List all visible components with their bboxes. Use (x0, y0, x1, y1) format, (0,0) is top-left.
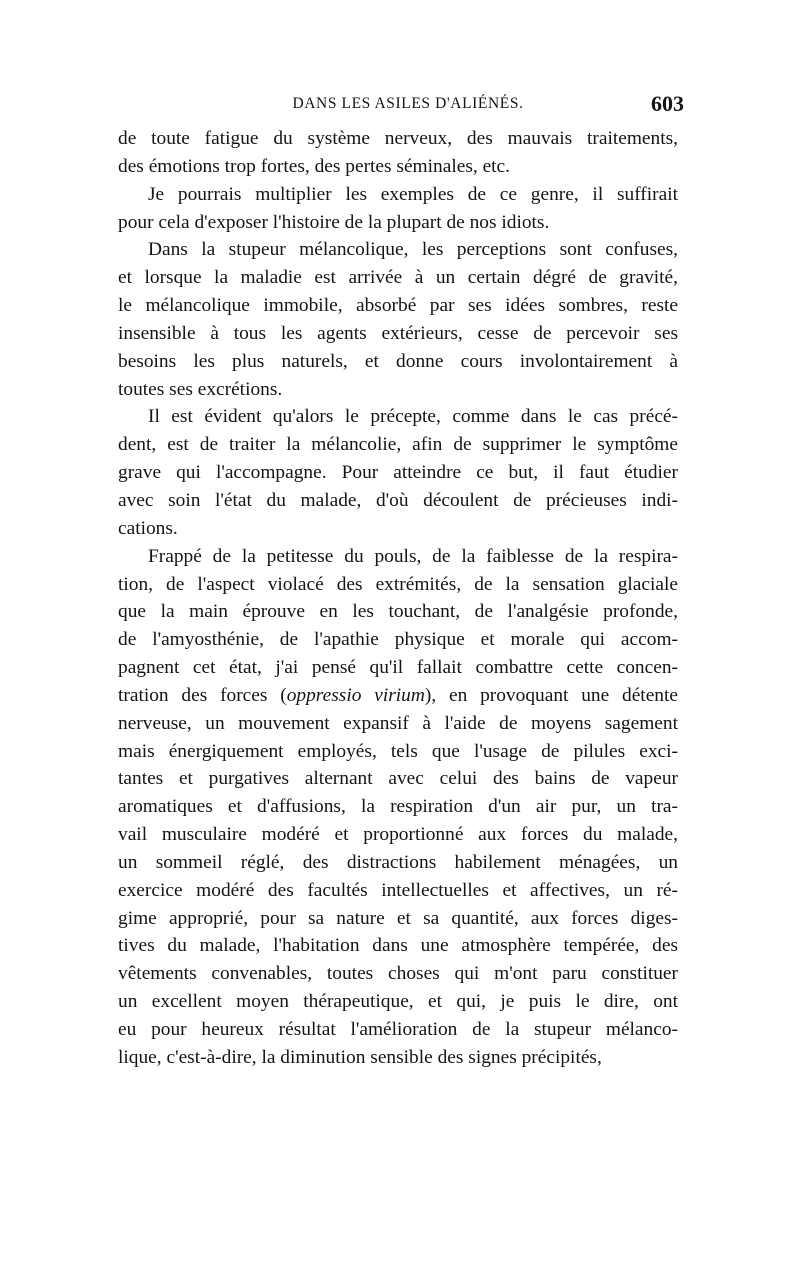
text-line: tives du malade, l'habitation dans une atmosphère tempérée, des (118, 935, 678, 957)
text-line: toutes ses excrétions. (118, 378, 283, 400)
text-line: eu pour heureux résultat l'amélioration de la stupeur mélanco- (118, 1019, 678, 1040)
running-head: DANS LES ASILES D'ALIÉNÉS. (292, 95, 524, 112)
text-line: nerveuse, un mouvement expansif à l'aide de moyens sagement (118, 712, 678, 734)
text-line: vêtements convenables, toutes choses qui m'ont paru constituer (118, 963, 678, 985)
text-line: de l'amyosthénie, de l'apathie physique et morale qui accom- (118, 629, 678, 651)
text-line: avec soin l'état du malade, d'où découlent de précieuses indi- (118, 489, 678, 511)
text-line: de toute fatigue du système nerveux, des mauvais traitements, (118, 128, 678, 149)
text-line: exercice modéré des facultés intellectuelles et affectives, un ré- (118, 879, 678, 901)
text-line: insensible à tous les agents extérieurs, cesse de percevoir ses (118, 322, 678, 344)
text-line: Dans la stupeur mélancolique, les perceptions sont confuses, (148, 239, 678, 261)
paragraph (118, 236, 678, 403)
text-line: lique, c'est-à-dire, la diminution sensible des signes précipités, (118, 1046, 602, 1068)
text-line: tion, de l'aspect violacé des extrémités, de la sensation glaciale (118, 573, 678, 595)
text-line: et lorsque la maladie est arrivée à un certain dégré de gravité, (118, 267, 678, 289)
text-line: aromatiques et d'affusions, la respiration d'un air pur, un tra- (118, 796, 678, 818)
text-line: Frappé de la petitesse du pouls, de la faiblesse de la respira- (148, 545, 678, 567)
paragraph (118, 181, 678, 237)
text-line: que la main éprouve en les touchant, de l'analgésie profonde, (118, 601, 678, 623)
body-text (118, 125, 678, 1072)
text-line: Il est évident qu'alors le précepte, comme dans le cas précé- (148, 406, 678, 428)
page-header (118, 93, 684, 123)
paragraph (118, 125, 678, 181)
paragraph (118, 403, 678, 542)
text-line: des émotions trop fortes, des pertes séminales, etc. (118, 155, 511, 177)
paragraph (118, 543, 678, 1072)
text-line: un excellent moyen thérapeutique, et qui, je puis le dire, ont (118, 991, 678, 1013)
text-line: mais énergiquement employés, tels que l'usage de pilules exci- (118, 740, 678, 762)
text-line: cations. (118, 517, 178, 539)
text-line: le mélancolique immobile, absorbé par ses idées sombres, reste (118, 295, 678, 317)
text-line: grave qui l'accompagne. Pour atteindre ce but, il faut étudier (118, 462, 678, 484)
page-number: 603 (651, 91, 684, 116)
text-line: un sommeil réglé, des distractions habilement ménagées, un (118, 851, 678, 873)
text-line: besoins les plus naturels, et donne cours involontairement à (118, 350, 678, 372)
text-line: pagnent cet état, j'ai pensé qu'il fallait combattre cette concen- (118, 657, 678, 679)
text-line: tantes et purgatives alternant avec celui des bains de vapeur (118, 768, 678, 790)
text-line: Je pourrais multiplier les exemples de ce genre, il suffirait (148, 183, 678, 205)
text-line: dent, est de traiter la mélancolie, afin de supprimer le symptôme (118, 434, 678, 456)
text-line: gime approprié, pour sa nature et sa quantité, aux forces diges- (118, 907, 678, 929)
text-line: tration des forces (oppressio virium), en provoquant une détente (118, 684, 678, 706)
text-line: vail musculaire modéré et proportionné aux forces du malade, (118, 824, 678, 846)
text-line: pour cela d'exposer l'histoire de la plupart de nos idiots. (118, 211, 550, 233)
